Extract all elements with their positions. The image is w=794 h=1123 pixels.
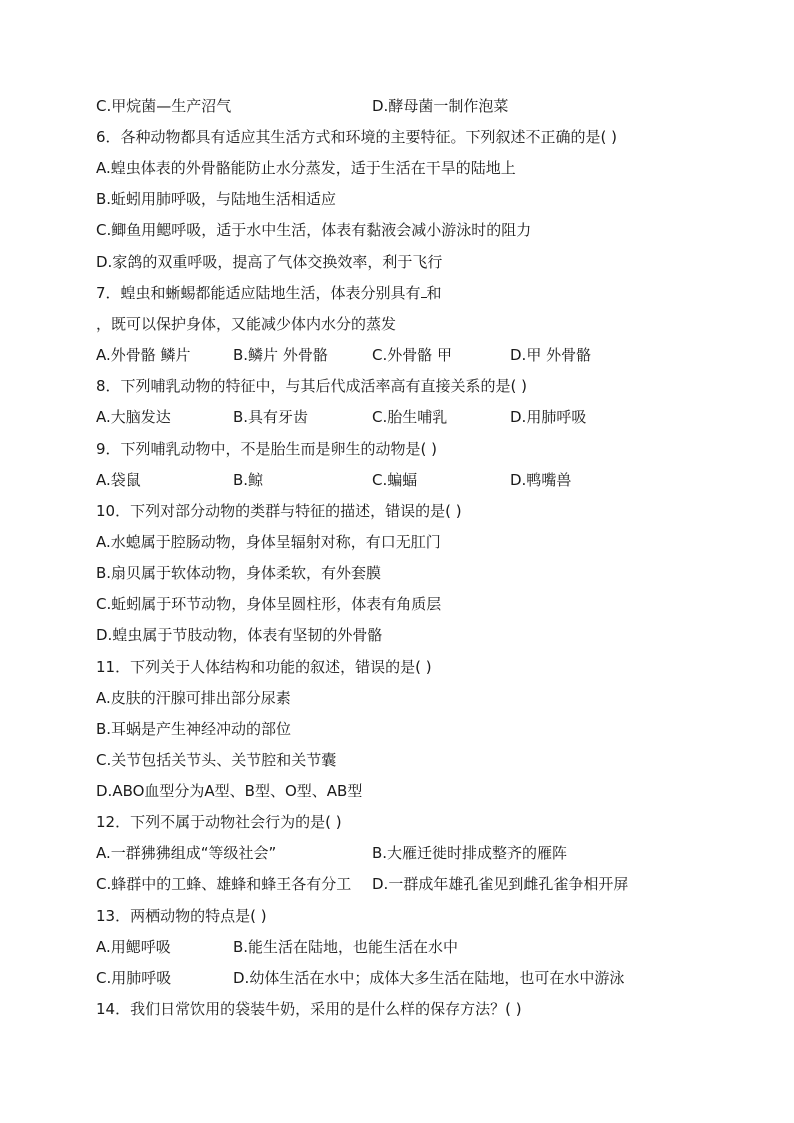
q8-option-a: A.大脑发达 [96,408,171,426]
q9-option-b: B.鲸 [233,471,264,489]
question-7-text: 7．蝗虫和蜥蜴都能适应陆地生活，体表分别具有 [96,284,421,302]
q9-option-c: C.蝙蝠 [372,471,418,489]
q12-option-a: A.一群狒狒组成“等级社会” [96,844,277,862]
q10-option-d: D.蝗虫属于节肢动物，体表有坚韧的外骨骼 [96,626,383,644]
q8-option-c: C.胎生哺乳 [372,408,448,426]
q10-option-c: C.蚯蚓属于环节动物，身体呈圆柱形，体表有角质层 [96,595,442,613]
q7-option-d: D.甲 外骨骼 [510,346,592,364]
q13-option-c: C.用肺呼吸 [96,969,172,987]
q13-option-d: D.幼体生活在水中；成体大多生活在陆地，也可在水中游泳 [233,969,625,987]
q7-option-b: B.鳞片 外骨骼 [233,346,328,364]
question-14: 14．我们日常饮用的袋装牛奶，采用的是什么样的保存方法？( ) [96,1000,522,1018]
q11-option-b: B.耳蜗是产生神经冲动的部位 [96,720,292,738]
q7-option-a: A.外骨骼 鳞片 [96,346,191,364]
q7-option-c: C.外骨骼 甲 [372,346,453,364]
option-d: D.酵母菌一制作泡菜 [372,97,509,115]
question-7 [96,280,442,306]
q12-option-c: C.蜂群中的工蜂、雄蜂和蜂王各有分工 [96,875,352,893]
question-6: 6．各种动物都具有适应其生活方式和环境的主要特征。下列叙述不正确的是( ) [96,128,618,146]
q6-option-b: B.蚯蚓用肺呼吸，与陆地生活相适应 [96,190,337,208]
q6-option-d: D.家鸽的双重呼吸，提高了气体交换效率，利于飞行 [96,253,443,271]
q9-option-a: A.袋鼠 [96,471,141,489]
q6-option-c: C.鲫鱼用鳃呼吸，适于水中生活，体表有黏液会减小游泳时的阻力 [96,221,532,239]
q13-option-a: A.用鳃呼吸 [96,938,171,956]
q12-option-d: D.一群成年雄孔雀见到雌孔雀争相开屏 [372,875,629,893]
q10-option-b: B.扇贝属于软体动物，身体柔软，有外套膜 [96,564,382,582]
question-10: 10．下列对部分动物的类群与特征的描述，错误的是( ) [96,502,462,520]
question-11: 11．下列关于人体结构和功能的叙述，错误的是( ) [96,658,432,676]
question-13: 13．两栖动物的特点是( ) [96,907,267,925]
question-7-text-end: 和 [426,284,442,302]
q8-option-d: D.用肺呼吸 [510,408,587,426]
question-7-continued: ，既可以保护身体，又能减少体内水分的蒸发 [96,315,397,333]
q8-option-b: B.具有牙齿 [233,408,309,426]
question-8: 8．下列哺乳动物的特征中，与其后代成活率高有直接关系的是( ) [96,377,528,395]
question-12: 12．下列不属于动物社会行为的是( ) [96,813,342,831]
option-c: C.甲烷菌—生产沼气 [96,97,232,115]
q12-option-b: B.大雁迁徙时排成整齐的雁阵 [372,844,568,862]
q10-option-a: A.水螅属于腔肠动物，身体呈辐射对称，有口无肛门 [96,533,441,551]
question-9: 9．下列哺乳动物中，不是胎生而是卵生的动物是( ) [96,440,438,458]
q11-option-a: A.皮肤的汗腺可排出部分尿素 [96,689,291,707]
q6-option-a: A.蝗虫体表的外骨骼能防止水分蒸发，适于生活在干旱的陆地上 [96,159,516,177]
q11-option-c: C.关节包括关节头、关节腔和关节囊 [96,751,337,769]
q11-option-d: D.ABO血型分为A型、B型、O型、AB型 [96,782,363,800]
q9-option-d: D.鸭嘴兽 [510,471,572,489]
q13-option-b: B.能生活在陆地，也能生活在水中 [233,938,459,956]
